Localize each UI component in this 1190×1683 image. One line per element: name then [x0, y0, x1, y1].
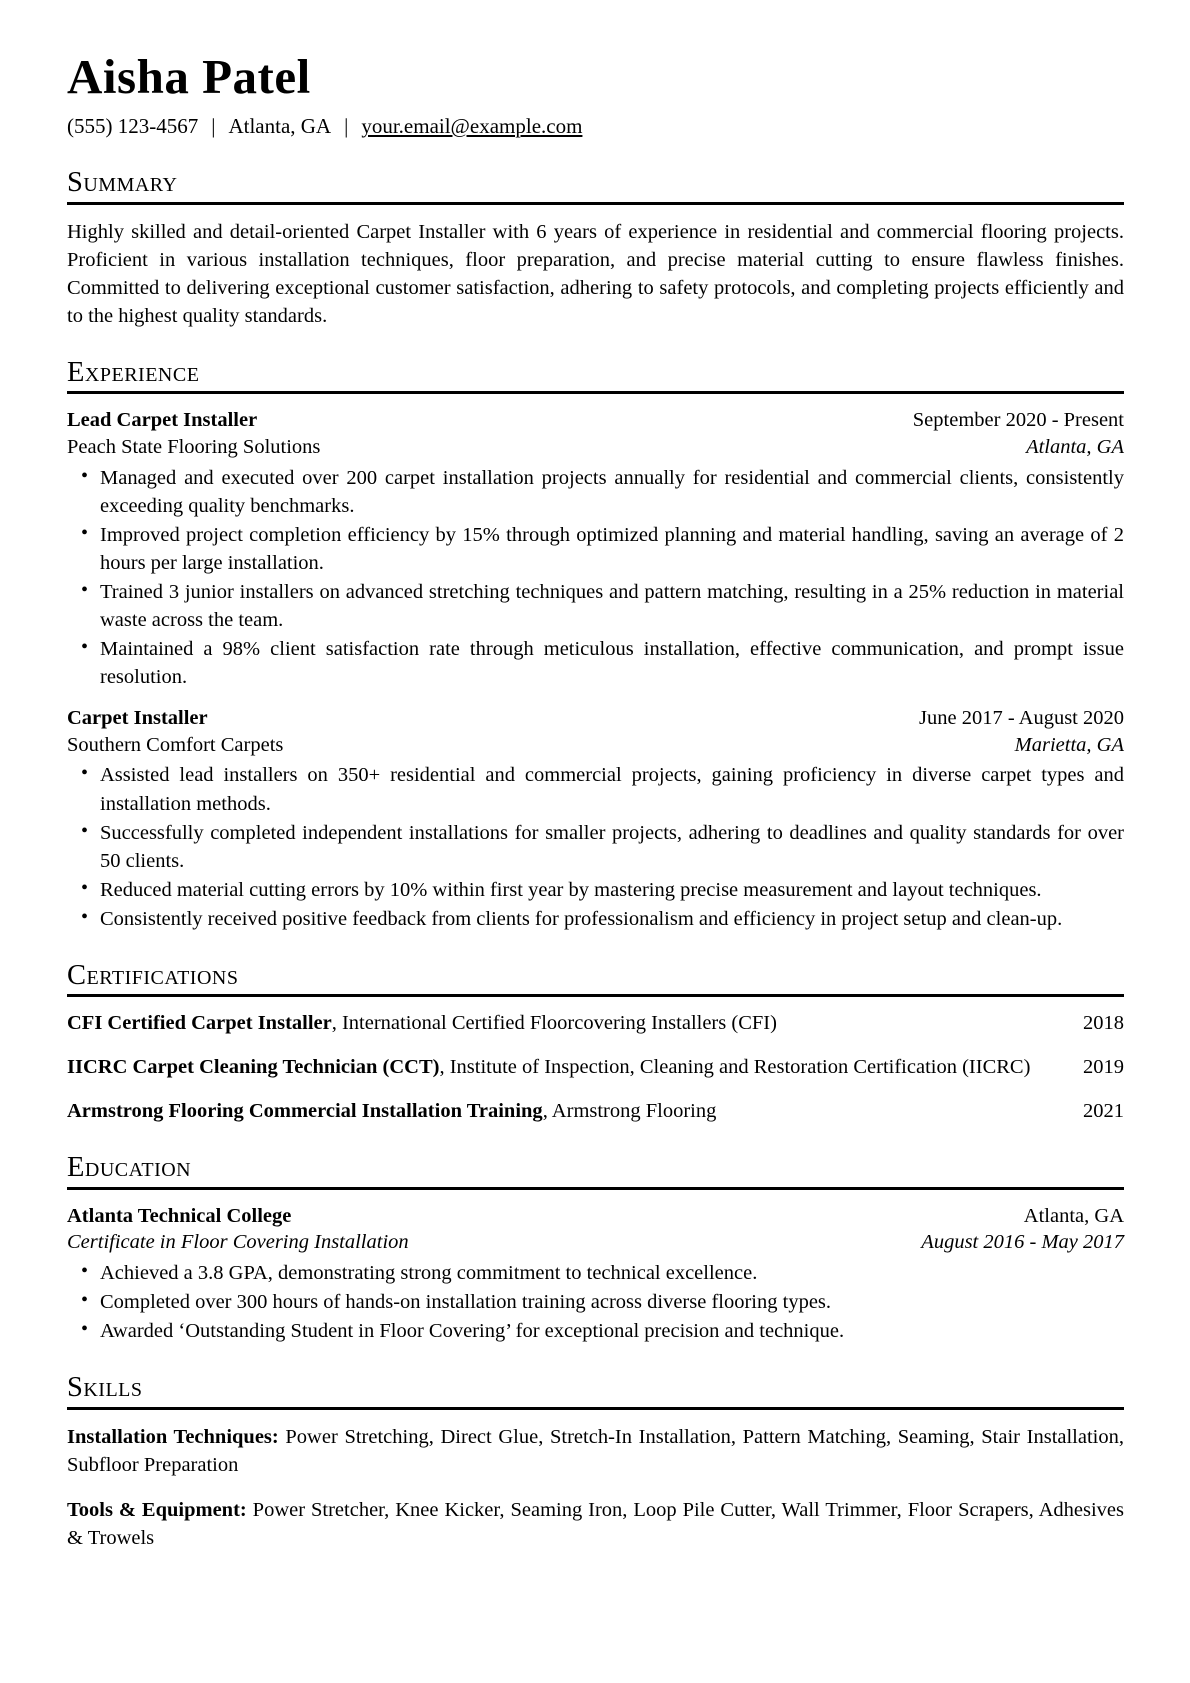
education-bullet: • Achieved a 3.8 GPA, demonstrating strong commitment to technical excellence. — [81, 1259, 1124, 1287]
education-bullet: • Awarded ‘Outstanding Student in Floor Covering’ for exceptional precision and technique. — [81, 1317, 1124, 1345]
contact-line — [67, 113, 1124, 140]
school-name: Atlanta Technical College — [67, 1204, 292, 1227]
job-bullet-list — [67, 464, 1124, 692]
certification-entry — [67, 1010, 1124, 1038]
certifications-heading: Certifications — [67, 960, 1124, 997]
contact-separator: | — [211, 114, 216, 138]
skill-group — [67, 1423, 1124, 1479]
skills-heading: Skills — [67, 1372, 1124, 1409]
certification-name: CFI Certified Carpet Installer — [67, 1012, 332, 1035]
skill-list: Power Stretching, Direct Glue, Stretch-In Installation, Pattern Matching, Seaming, Stair Installation, Subfloor Preparation — [67, 1425, 1124, 1476]
job-bullet: • Successfully completed independent installations for smaller projects, adhering to deadlines and quality standards for over 50 clients. — [81, 819, 1124, 875]
section-education — [67, 1152, 1124, 1345]
education-heading: Education — [67, 1152, 1124, 1189]
phone-number: (555) 123-4567 — [67, 114, 199, 138]
job-location: Marietta, GA — [1014, 733, 1124, 756]
education-degree-row — [67, 1229, 1124, 1256]
resume-header — [67, 49, 1124, 140]
skill-list: Power Stretcher, Knee Kicker, Seaming Iron, Loop Pile Cutter, Wall Trimmer, Floor Scrapers, Adhesives & Trowels — [67, 1498, 1124, 1549]
job-title: Carpet Installer — [67, 707, 208, 730]
job-location: Atlanta, GA — [1026, 435, 1124, 458]
education-bullet: • Completed over 300 hours of hands-on installation training across diverse flooring types. — [81, 1288, 1124, 1316]
certification-entry — [67, 1054, 1124, 1082]
certification-year: 2021 — [1073, 1098, 1124, 1126]
school-location: Atlanta, GA — [1023, 1204, 1124, 1227]
education-entry — [67, 1203, 1124, 1346]
job-entry — [67, 705, 1124, 933]
job-bullet: • Reduced material cutting errors by 10% within first year by mastering precise measurement and layout techniques. — [81, 876, 1124, 904]
job-company-row — [67, 434, 1124, 461]
certification-text — [67, 1010, 1124, 1038]
job-dates: September 2020 - Present — [912, 409, 1124, 432]
job-bullet: • Trained 3 junior installers on advanced stretching techniques and pattern matching, resulting in a 25% reduction in material waste across the team. — [81, 578, 1124, 634]
certification-year: 2019 — [1073, 1054, 1124, 1082]
section-certifications — [67, 960, 1124, 1125]
contact-separator: | — [344, 114, 349, 138]
certification-year: 2018 — [1073, 1010, 1124, 1038]
job-bullet: • Consistently received positive feedback from clients for professionalism and efficiency in project setup and clean-up. — [81, 905, 1124, 933]
job-title-row — [67, 407, 1124, 434]
education-school-row — [67, 1203, 1124, 1230]
job-title-row — [67, 705, 1124, 732]
education-dates: August 2016 - May 2017 — [921, 1231, 1124, 1254]
contact-location: Atlanta, GA — [228, 114, 332, 138]
skill-category-label: Installation Techniques: — [67, 1425, 279, 1448]
certification-issuer: , Institute of Inspection, Cleaning and Restoration Certification (IICRC) — [439, 1055, 1031, 1078]
job-company: Peach State Flooring Solutions — [67, 435, 321, 458]
job-dates: June 2017 - August 2020 — [919, 707, 1124, 730]
section-skills — [67, 1372, 1124, 1552]
summary-text: Highly skilled and detail-oriented Carpet Installer with 6 years of experience in residential and commercial flooring projects. Proficient in various installation techniques, floor preparation, and precise material cutting to ensure flawless finishes. Committed to delivering exceptional customer satisfaction, adhering to safety protocols, and completing projects efficiently and to the highest quality standards. — [67, 220, 1124, 327]
certification-text — [67, 1054, 1124, 1082]
job-bullet: • Maintained a 98% client satisfaction rate through meticulous installation, effective communication, and prompt issue resolution. — [81, 635, 1124, 691]
experience-heading: Experience — [67, 357, 1124, 394]
certification-entry — [67, 1098, 1124, 1126]
summary-heading: Summary — [67, 167, 1124, 204]
education-bullet-list — [67, 1259, 1124, 1345]
job-company-row — [67, 732, 1124, 759]
section-experience — [67, 357, 1124, 933]
job-bullet: • Improved project completion efficiency by 15% through optimized planning and material handling, saving an average of 2 hours per large installation. — [81, 521, 1124, 577]
job-company: Southern Comfort Carpets — [67, 733, 284, 756]
certification-issuer: , Armstrong Flooring — [542, 1099, 717, 1122]
skill-group — [67, 1496, 1124, 1552]
skill-category-label: Tools & Equipment: — [67, 1498, 247, 1521]
job-bullet-list — [67, 761, 1124, 932]
certification-issuer: , International Certified Floorcovering Installers (CFI) — [331, 1012, 777, 1035]
certification-name: Armstrong Flooring Commercial Installation Training — [67, 1099, 543, 1122]
degree-name: Certificate in Floor Covering Installation — [67, 1231, 409, 1254]
section-summary — [67, 167, 1124, 330]
job-bullet: • Managed and executed over 200 carpet installation projects annually for residential and commercial clients, consistently exceeding quality benchmarks. — [81, 464, 1124, 520]
email-link[interactable]: your.email@example.com — [361, 114, 583, 138]
job-entry — [67, 407, 1124, 691]
certification-text — [67, 1098, 1124, 1126]
person-name: Aisha Patel — [67, 49, 311, 104]
job-bullet: • Assisted lead installers on 350+ residential and commercial projects, gaining proficiency in diverse carpet types and installation methods. — [81, 761, 1124, 817]
job-title: Lead Carpet Installer — [67, 409, 258, 432]
certification-name: IICRC Carpet Cleaning Technician (CCT) — [67, 1055, 440, 1078]
